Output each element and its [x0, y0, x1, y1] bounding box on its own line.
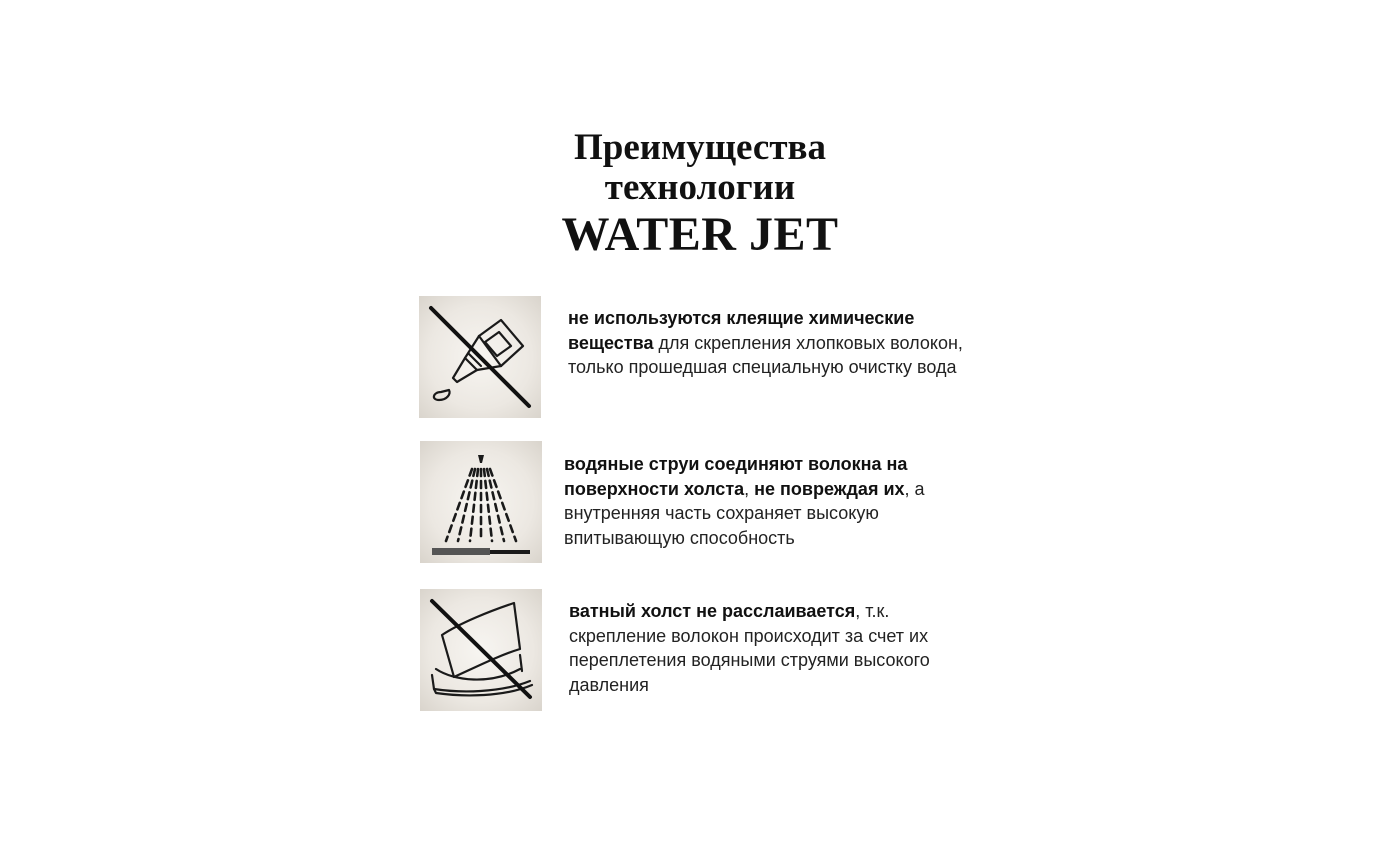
item-3-description	[569, 599, 989, 697]
title-line-1: Преимущества	[574, 127, 826, 168]
water-jet-spray-icon	[420, 441, 542, 563]
item-2-bold-1: водяные струи соединяют волокна на поверхности холста	[564, 454, 908, 499]
title-line-2: технологии	[604, 167, 796, 208]
item-2-text-1: ,	[744, 478, 755, 499]
item-1-text: для скрепления хлопковых волокон, только прошедшая специальную очистку вода	[568, 332, 963, 377]
item-3-bold: ватный холст не расслаивается	[569, 601, 856, 621]
item-2-description	[564, 452, 984, 550]
item-1-bold: не используются клеящие химические вещества	[568, 308, 915, 353]
no-delamination-sheet-icon	[420, 589, 542, 711]
item-2-text-2: , а внутренняя часть сохраняет высокую впитывающую способность	[564, 478, 925, 548]
item-2-bold-2: не повреждая их	[754, 478, 905, 499]
item-3-text: , т.к. скрепление волокон происходит за счет их переплетения водяными струями высокого давления	[569, 601, 930, 695]
no-glue-bottle-icon	[419, 296, 541, 418]
title-line-3: WATER JET	[561, 208, 839, 261]
item-1-description	[568, 306, 988, 380]
